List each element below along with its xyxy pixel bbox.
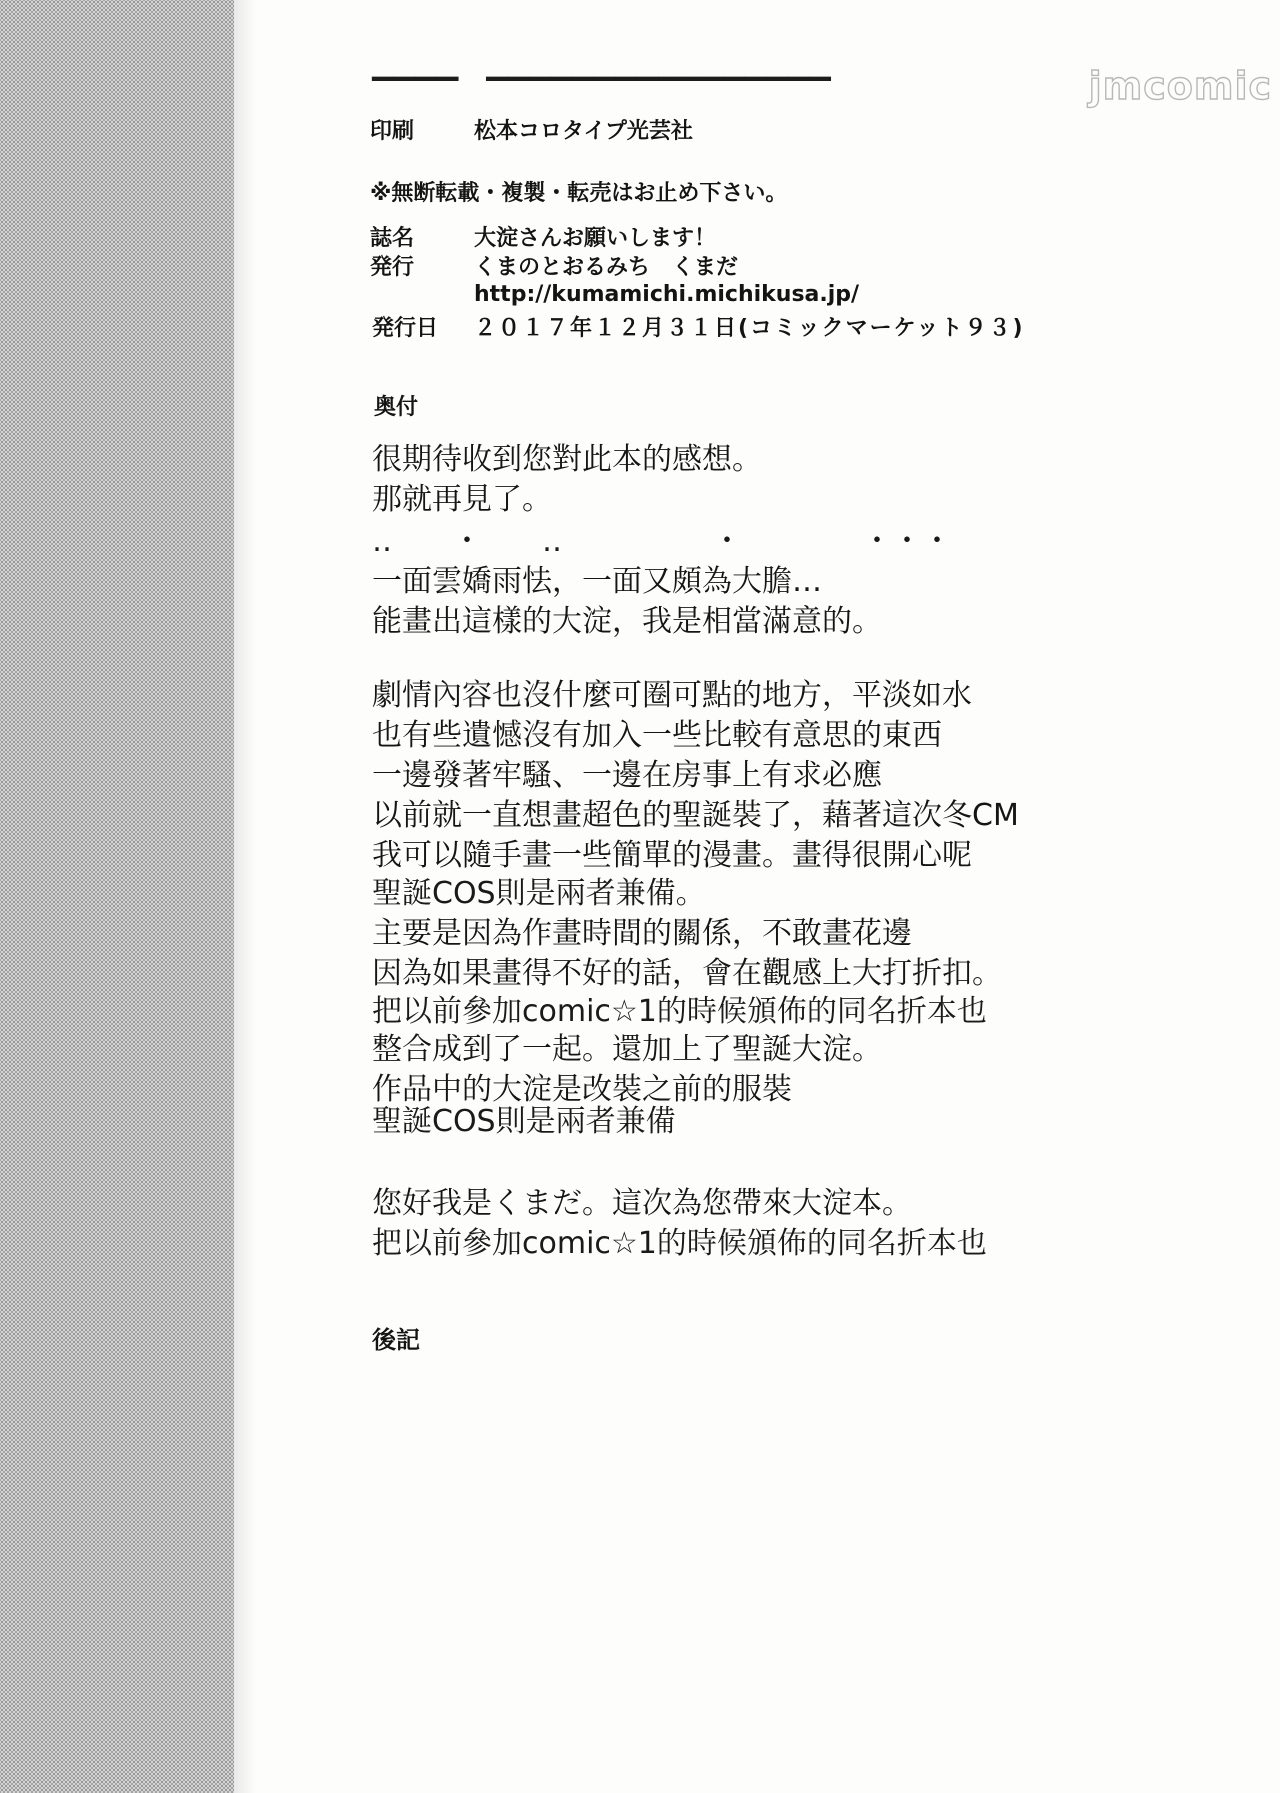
publisher-value: くまのとおるみち くまだ — [474, 255, 739, 280]
afterword-block-5 — [372, 914, 1002, 994]
jmcomic-watermark: jmcomic — [1088, 64, 1272, 108]
afterword-line: 劇情內容也沒什麼可圈可點的地方，平淡如水 — [372, 678, 972, 713]
afterword-cut-line — [372, 1224, 987, 1261]
title-row — [370, 224, 716, 254]
strip-edge-shade — [234, 0, 256, 1793]
afterword-line: 很期待收到您對此本的感想。 — [372, 442, 762, 477]
afterword-heading: 後記 — [372, 1326, 420, 1354]
cropped-top-line: ▔▔▔▔ ▔▔▔▔▔▔▔▔▔▔▔▔▔▔▔▔ — [372, 77, 831, 110]
copyright-notice: ※無断転載・複製・転売はお止め下さい。 — [370, 181, 788, 206]
afterword-line: 一面雲嬌雨怯，一面又頗為大膽… — [372, 564, 822, 599]
afterword-cut-line — [372, 994, 987, 1032]
afterword-line: 一邊發著牢騷、一邊在房事上有求必應 — [372, 758, 882, 793]
afterword-block-3 — [372, 676, 972, 796]
print-row — [370, 117, 693, 147]
afterword-line: 主要是因為作畫時間的關係，不敢畫花邊 — [372, 916, 912, 951]
halftone-screentone-strip — [0, 0, 234, 1793]
afterword-cut-line: ‥ ・ ‥ ・ ・・・ — [372, 524, 953, 559]
afterword-line: 能畫出這樣的大淀，我是相當滿意的。 — [372, 604, 882, 639]
afterword-block-1 — [372, 440, 762, 520]
afterword-line: 以前就一直想畫超色的聖誕裝了，藉著這次冬CM — [372, 798, 1019, 833]
date-row — [372, 311, 1025, 342]
afterword-line: 作品中的大淀是改裝之前的服裝 — [372, 1072, 792, 1107]
afterword-block-6 — [372, 1030, 882, 1110]
title-value: 大淀さんお願いします！ — [474, 226, 717, 251]
afterword-block-2 — [372, 562, 882, 642]
afterword-partial-line: 聖誕COS則是兩者兼備 — [372, 1104, 676, 1139]
afterword-partial-line: 聖誕COS則是兩者兼備。 — [372, 876, 706, 911]
publisher-url: http://kumamichi.michikusa.jp/ — [474, 282, 860, 307]
afterword-block-4 — [372, 796, 1019, 876]
afterword-line: 您好我是くまだ。這次為您帶來大淀本。 — [372, 1186, 912, 1221]
colophon-heading: 奥付 — [374, 395, 419, 420]
date-value: ２０１７年１２月３１日(コミックマーケット９３) — [474, 316, 1025, 341]
afterword-heading-cut — [372, 1326, 492, 1354]
print-value: 松本コロタイプ光芸社 — [474, 119, 693, 144]
afterword-cut-line — [372, 1104, 792, 1139]
date-label: 発行日 — [372, 316, 439, 341]
publisher-label: 発行 — [370, 255, 415, 280]
title-label: 誌名 — [370, 226, 415, 251]
publisher-row — [370, 253, 738, 283]
afterword-partial-line: 把以前參加comic☆1的時候頒佈的同名折本也 — [372, 994, 987, 1029]
afterword-line: 因為如果畫得不好的話，會在觀感上大打折扣。 — [372, 956, 1002, 991]
afterword-line: 我可以隨手畫一些簡單的漫畫。畫得很開心呢 — [372, 838, 972, 873]
afterword-line: 整合成到了一起。還加上了聖誕大淀。 — [372, 1032, 882, 1067]
afterword-block-7 — [372, 1184, 912, 1224]
afterword-line: 那就再見了。 — [372, 482, 552, 517]
afterword-line: 也有些遺憾沒有加入一些比較有意思的東西 — [372, 718, 942, 753]
print-label: 印刷 — [370, 119, 415, 144]
afterword-cut-line — [372, 876, 932, 914]
afterword-partial-line: 把以前參加comic☆1的時候頒佈的同名折本也 — [372, 1226, 987, 1261]
